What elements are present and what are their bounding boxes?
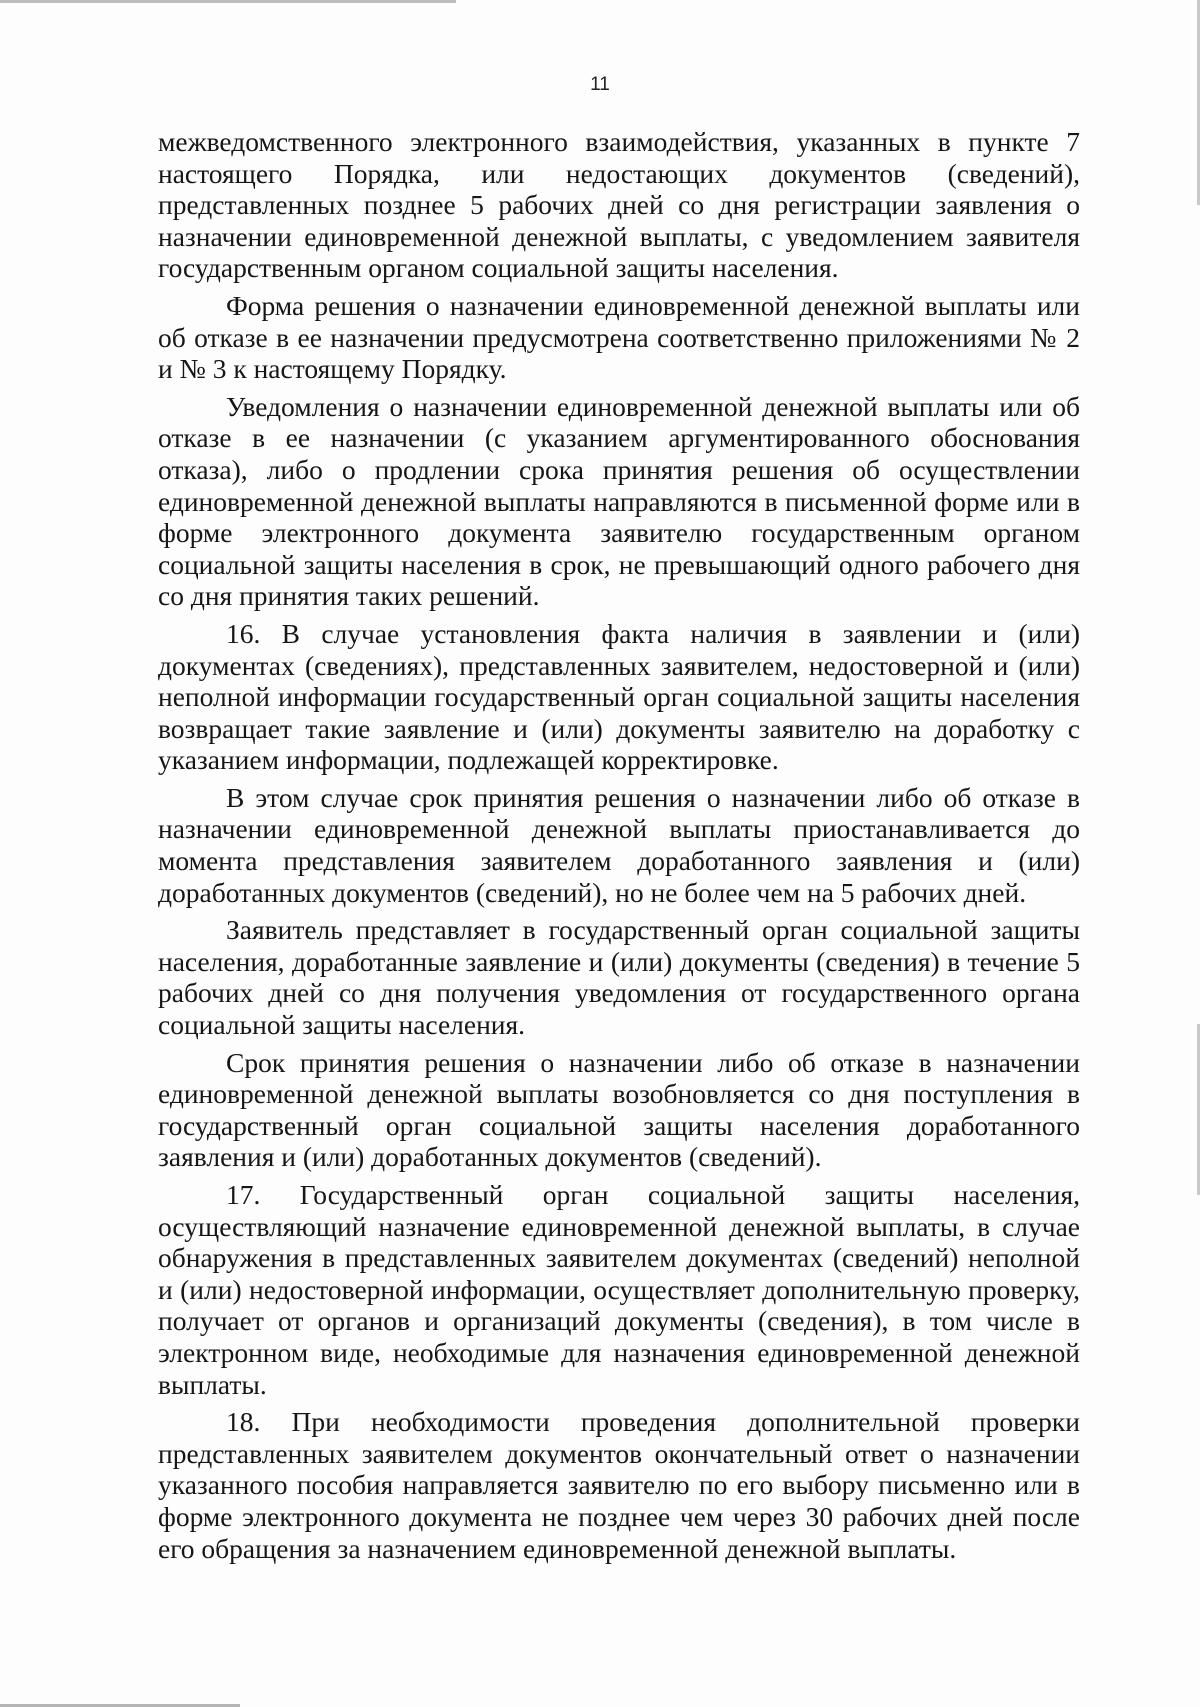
- paragraph-clause-16: 16. В случае установления факта наличия в заявлении и (или) документах (сведениях), представленных заявителем, недостоверной и (или) неполной информации государственный орган социальной защиты населения возвращает такие заявление и (или) документы заявителю на доработку с указанием информации, подлежащей корректировке.: [158, 617, 1080, 776]
- paragraph-notifications: Уведомления о назначении единовременной денежной выплаты или об отказе в ее назначении (с указанием аргументированного обоснования отказа), либо о продлении срока принятия решения об осуществлении единовременной денежной выплаты направляются в письменной форме или в форме электронного документа заявителю государственным органом социальной защиты населения в срок, не превышающий одного рабочего дня со дня принятия таких решений.: [158, 390, 1080, 612]
- document-body: [158, 126, 1080, 1564]
- paragraph-decision-form: Форма решения о назначении единовременной денежной выплаты или об отказе в ее назначении предусмотрена соответственно приложениями № 2 и № 3 к настоящему Порядку.: [158, 289, 1080, 385]
- paragraph-clause-18: 18. При необходимости проведения дополнительной проверки представленных заявителем документов окончательный ответ о назначении указанного пособия направляется заявителю по его выбору письменно или в форме электронного документа не позднее чем через 30 рабочих дней после его обращения за назначением единовременной денежной выплаты.: [158, 1406, 1080, 1564]
- paragraph-continuation: межведомственного электронного взаимодействия, указанных в пункте 7 настоящего Порядка, или недостающих документов (сведений), представленных позднее 5 рабочих дней со дня регистрации заявления о назначении единовременной денежной выплаты, с уведомлением заявителя государственным органом социальной защиты населения.: [158, 126, 1080, 284]
- paragraph-resubmission: Заявитель представляет в государственный орган социальной защиты населения, доработанные заявление и (или) документы (сведения) в течение 5 рабочих дней со дня получения уведомления от государственного органа социальной защиты населения.: [158, 914, 1080, 1041]
- page-number: 11: [590, 74, 610, 95]
- paragraph-resumption: Срок принятия решения о назначении либо об отказе в назначении единовременной денежной выплаты возобновляется со дня поступления в государственный орган социальной защиты населения доработанного заявления и (или) доработанных документов (сведений).: [158, 1046, 1080, 1173]
- paragraph-suspension: В этом случае срок принятия решения о назначении либо об отказе в назначении единовременной денежной выплаты приостанавливается до момента представления заявителем доработанного заявления и (или) доработанных документов (сведений), но не более чем на 5 рабочих дней.: [158, 781, 1080, 908]
- paragraph-clause-17: 17. Государственный орган социальной защиты населения, осуществляющий назначение единовременной денежной выплаты, в случае обнаружения в представленных заявителем документах (сведений) неполной и (или) недостоверной информации, осуществляет дополнительную проверку, получает от органов и организаций документы (сведения), в том числе в электронном виде, необходимые для назначения единовременной денежной выплаты.: [158, 1179, 1080, 1400]
- scan-edge-top: [0, 0, 1200, 3]
